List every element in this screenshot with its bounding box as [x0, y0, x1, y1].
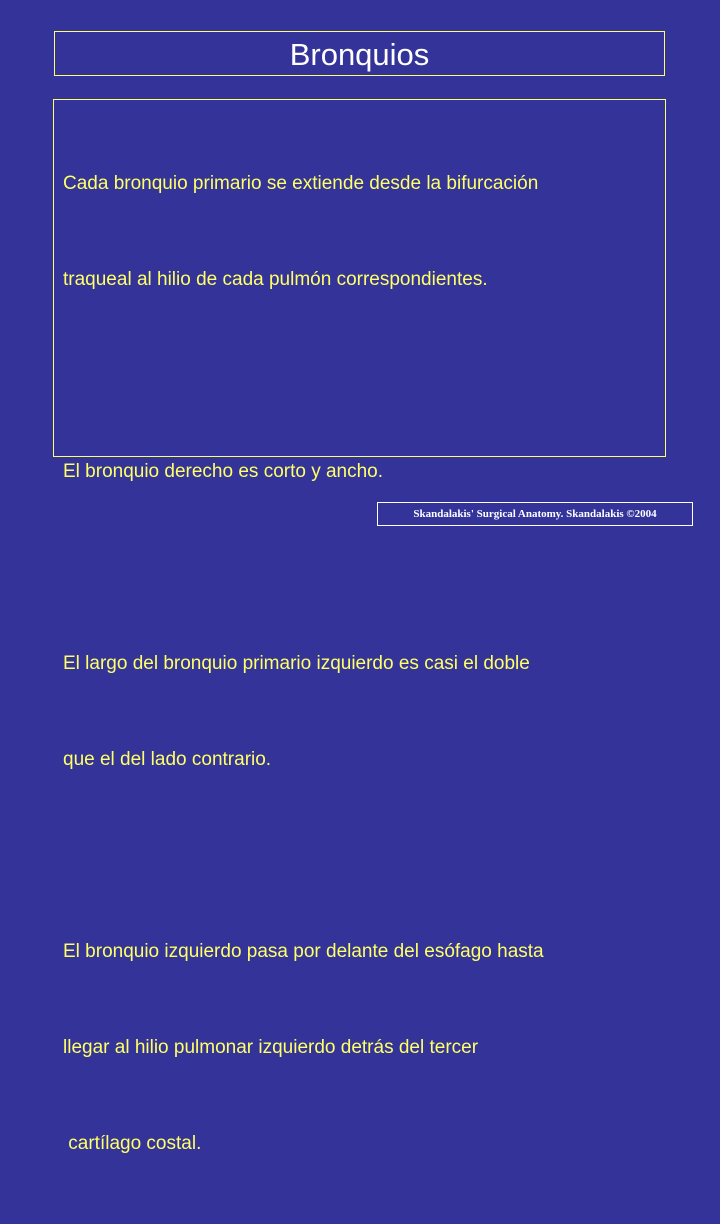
paragraph-spacer	[63, 840, 665, 872]
body-line: El largo del bronquio primario izquierdo es casi el doble	[63, 653, 530, 674]
paragraph-spacer	[63, 360, 665, 392]
slide-title-box	[54, 31, 665, 76]
footer-credit: Skandalakis' Surgical Anatomy. Skandalakis ©2004	[413, 507, 657, 520]
body-line: traqueal al hilio de cada pulmón correspondientes.	[63, 269, 488, 290]
paragraph-right-bronchus	[63, 392, 665, 552]
paragraph-left-course	[63, 872, 665, 1224]
body-line: Cada bronquio primario se extiende desde la bifurcación	[63, 173, 539, 194]
paragraph-bifurcation	[63, 104, 665, 360]
paragraph-spacer	[63, 552, 665, 584]
body-line: llegar al hilio pulmonar izquierdo detrás del tercer	[63, 1037, 479, 1058]
body-line: que el del lado contrario.	[63, 749, 272, 770]
slide-title: Bronquios	[289, 37, 430, 72]
body-line: El bronquio derecho es corto y ancho.	[63, 461, 384, 482]
body-line: cartílago costal.	[63, 1133, 202, 1154]
footer-credit-box	[377, 502, 693, 526]
paragraph-left-length	[63, 584, 665, 840]
body-line: El bronquio izquierdo pasa por delante del esófago hasta	[63, 941, 544, 962]
